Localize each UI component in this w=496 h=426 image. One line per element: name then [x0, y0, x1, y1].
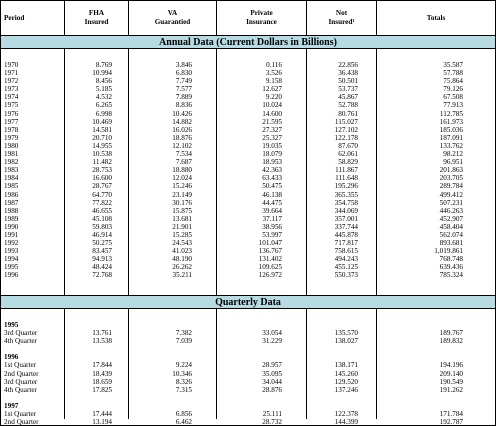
annual-cell-fha: 50.275 [92, 239, 112, 248]
annual-cell-fha: 14.955 [92, 141, 112, 150]
annual-cell-period: 1990 [4, 222, 19, 231]
group-spacer [217, 394, 306, 402]
annual-cell-total: 96.951 [443, 158, 463, 167]
quarterly-cell-period: 3rd Quarter [4, 329, 38, 338]
annual-cell-private: 9.158 [265, 77, 282, 86]
quarterly-cell-period: 3rd Quarter [4, 377, 38, 386]
annual-cell-not_insured: 53.737 [338, 85, 358, 94]
annual-cell-period: 1977 [4, 117, 19, 126]
annual-cell-fha: 14.581 [92, 125, 112, 134]
annual-cell-va: 7.889 [175, 93, 192, 102]
annual-cell-private: 136.767 [258, 247, 282, 256]
annual-cell-not_insured: 365.355 [334, 190, 358, 199]
annual-cell-private: 10.024 [262, 101, 282, 110]
annual-cell-fha: 59.803 [92, 222, 112, 231]
annual-cell-not_insured: 111.867 [335, 166, 358, 175]
annual-cell-total: 1,019.861 [434, 247, 463, 256]
quarterly-cell-private: 25.111 [262, 410, 282, 419]
annual-cell-fha: 8.769 [95, 61, 112, 69]
annual-cell-va: 10.426 [172, 109, 192, 118]
annual-cell-private: 14.600 [262, 109, 282, 118]
annual-cell-fha: 11.482 [92, 158, 112, 167]
annual-cell-fha: 28.753 [92, 166, 112, 175]
annual-cell-private: 63.433 [262, 174, 282, 183]
group-spacer [129, 345, 216, 353]
annual-cell-total: 639.436 [439, 263, 463, 272]
annual-cell-total: 499.412 [439, 190, 463, 199]
quarterly-cell-not_insured: 138.027 [334, 337, 358, 346]
annual-cell-period: 1978 [4, 125, 19, 134]
quarterly-va-column [129, 309, 217, 426]
annual-cell-fha: 4.532 [95, 93, 112, 102]
annual-cell-period: 1972 [4, 77, 19, 86]
annual-cell-private: 21.595 [262, 117, 282, 126]
annual-cell-fha: 10.538 [92, 150, 112, 159]
annual-cell-not_insured: 354.758 [334, 198, 358, 207]
annual-cell-not_insured: 115.027 [334, 117, 358, 126]
quarterly-cell-private: 34.044 [262, 377, 282, 386]
annual-cell-total: 67.508 [443, 93, 463, 102]
annual-cell-not_insured: 758.615 [334, 247, 358, 256]
annual-cell-not_insured: 87.670 [338, 141, 358, 150]
annual-cell-total: 57.788 [443, 69, 463, 78]
annual-cell-va: 15.246 [172, 182, 192, 191]
annual-cell-fha: 6.265 [95, 101, 112, 110]
annual-cell-fha: 77.822 [92, 198, 112, 207]
quarterly-cell-not_insured: 137.246 [334, 385, 358, 394]
annual-cell-fha: 45.108 [92, 214, 112, 223]
annual-cell-total: 446.263 [439, 206, 463, 215]
annual-cell-not_insured: 357.001 [334, 214, 358, 223]
annual-cell-private: 3.526 [265, 69, 282, 78]
quarter-year-spacer [129, 353, 216, 361]
annual-cell-private: 18.953 [262, 158, 282, 167]
quarterly-cell-fha: 13.194 [92, 418, 112, 426]
annual-fha-column [65, 49, 129, 295]
quarterly-cell-va: 6.462 [175, 418, 192, 426]
group-spacer [307, 394, 376, 402]
quarterly-cell-period: 1st Quarter [4, 410, 37, 419]
annual-cell-total: 77.913 [443, 101, 463, 110]
quarter-year-label: 1996 [4, 353, 19, 362]
quarterly-cell-private: 28.732 [262, 418, 282, 426]
group-spacer [129, 394, 216, 402]
annual-cell-total: 35.587 [443, 61, 463, 69]
annual-va-column [129, 49, 217, 295]
annual-cell-private: 12.627 [262, 85, 282, 94]
annual-cell-va: 7.687 [175, 158, 192, 167]
quarterly-not-insured-column [307, 309, 377, 426]
annual-section-title: Annual Data (Current Dollars in Billions) [1, 36, 495, 49]
annual-cell-period: 1993 [4, 247, 19, 256]
quarterly-fha-column [65, 309, 129, 426]
annual-cell-private: 39.664 [262, 206, 282, 215]
annual-cell-va: 18.876 [172, 133, 192, 142]
group-spacer [1, 394, 64, 402]
annual-cell-fha: 8.456 [95, 77, 112, 86]
annual-cell-total: 289.784 [439, 182, 463, 191]
quarterly-cell-total: 191.262 [439, 385, 463, 394]
quarter-year-spacer [307, 402, 376, 410]
annual-cell-period: 1988 [4, 206, 19, 215]
quarterly-cell-va: 9.224 [175, 361, 192, 370]
annual-cell-period: 1973 [4, 85, 19, 94]
annual-cell-fha: 83.457 [92, 247, 112, 256]
quarterly-cell-total: 192.787 [439, 418, 463, 426]
header-period: Period [1, 1, 65, 35]
annual-cell-total: 768.748 [439, 255, 463, 264]
annual-cell-total: 98.212 [443, 150, 463, 159]
quarterly-cell-total: 194.196 [439, 361, 463, 370]
group-spacer [65, 345, 128, 353]
quarter-year-spacer [65, 321, 128, 329]
annual-cell-total: 785.324 [439, 271, 463, 280]
quarterly-cell-not_insured: 145.260 [334, 369, 358, 378]
header-not-insured: Not Insured¹ [307, 1, 377, 35]
annual-cell-va: 3.846 [175, 61, 192, 69]
annual-cell-period: 1980 [4, 141, 19, 150]
group-spacer [1, 345, 64, 353]
annual-cell-not_insured: 455.125 [334, 263, 358, 272]
annual-cell-total: 161.973 [439, 117, 463, 126]
annual-cell-not_insured: 550.373 [334, 271, 358, 280]
annual-cell-total: 79.126 [443, 85, 463, 94]
annual-cell-total: 507.231 [439, 198, 463, 207]
annual-cell-va: 30.176 [172, 198, 192, 207]
quarterly-cell-not_insured: 138.171 [334, 361, 358, 370]
annual-cell-private: 101.047 [258, 239, 282, 248]
annual-cell-not_insured: 45.867 [338, 93, 358, 102]
annual-cell-period: 1985 [4, 182, 19, 191]
annual-cell-va: 26.262 [172, 263, 192, 272]
quarterly-cell-fha: 17.844 [92, 361, 112, 370]
annual-cell-private: 46.138 [262, 190, 282, 199]
quarter-year-spacer [377, 353, 495, 361]
quarter-year-spacer [65, 353, 128, 361]
annual-cell-va: 7.577 [175, 85, 192, 94]
quarter-year-spacer [129, 402, 216, 410]
annual-cell-fha: 48.424 [92, 263, 112, 272]
quarterly-cell-not_insured: 144.399 [334, 418, 358, 426]
quarter-year-spacer [129, 321, 216, 329]
quarterly-cell-private: 28.957 [262, 361, 282, 370]
annual-cell-private: 42.363 [262, 166, 282, 175]
annual-cell-private: 126.972 [258, 271, 282, 280]
annual-cell-va: 41.023 [172, 247, 192, 256]
annual-cell-va: 8.836 [175, 101, 192, 110]
annual-cell-not_insured: 80.761 [338, 109, 358, 118]
annual-cell-private: 44.475 [262, 198, 282, 207]
annual-cell-va: 18.880 [172, 166, 192, 175]
annual-cell-va: 7.749 [175, 77, 192, 86]
annual-cell-va: 13.681 [172, 214, 192, 223]
quarterly-cell-private: 33.054 [262, 329, 282, 338]
group-spacer [65, 394, 128, 402]
quarter-year-spacer [307, 353, 376, 361]
annual-cell-fha: 64.770 [92, 190, 112, 199]
annual-cell-fha: 46.655 [92, 206, 112, 215]
annual-cell-fha: 16.600 [92, 174, 112, 183]
group-spacer [377, 345, 495, 353]
annual-cell-total: 187.091 [439, 133, 463, 142]
annual-cell-not_insured: 195.296 [334, 182, 358, 191]
annual-cell-period: 1995 [4, 263, 19, 272]
annual-private-column [217, 49, 307, 295]
annual-cell-total: 203.705 [439, 174, 463, 183]
annual-cell-not_insured: 50.501 [338, 77, 358, 86]
annual-cell-va: 7.534 [175, 150, 192, 159]
annual-cell-not_insured: 52.788 [338, 101, 358, 110]
annual-cell-private: 37.117 [262, 214, 282, 223]
quarterly-cell-not_insured: 135.570 [334, 329, 358, 338]
annual-cell-period: 1981 [4, 150, 19, 159]
annual-cell-fha: 10.469 [92, 117, 112, 126]
annual-period-column [1, 49, 65, 295]
annual-cell-private: 109.625 [258, 263, 282, 272]
quarterly-cell-fha: 13.761 [92, 329, 112, 338]
quarterly-cell-private: 35.095 [262, 369, 282, 378]
quarterly-cell-fha: 17.825 [92, 385, 112, 394]
annual-cell-va: 24.543 [172, 239, 192, 248]
annual-cell-period: 1989 [4, 214, 19, 223]
annual-cell-va: 6.830 [175, 69, 192, 78]
quarterly-cell-fha: 18.439 [92, 369, 112, 378]
header-totals: Totals [426, 13, 446, 22]
quarter-year-spacer [65, 402, 128, 410]
annual-cell-not_insured: 58.829 [338, 158, 358, 167]
quarterly-cell-period: 2nd Quarter [4, 418, 39, 426]
annual-cell-private: 25.327 [262, 133, 282, 142]
table-header [1, 1, 495, 36]
quarter-year-spacer [217, 402, 306, 410]
quarterly-cell-va: 7.315 [175, 385, 192, 394]
annual-cell-fha: 10.994 [92, 69, 112, 78]
annual-cell-va: 15.875 [172, 206, 192, 215]
quarterly-cell-va: 7.039 [175, 337, 192, 346]
annual-cell-period: 1976 [4, 109, 19, 118]
header-va-guarantied: VA Guarantied [129, 1, 217, 35]
quarterly-data-body [1, 309, 495, 426]
group-spacer [377, 394, 495, 402]
annual-cell-va: 23.149 [172, 190, 192, 199]
annual-cell-period: 1974 [4, 93, 19, 102]
annual-cell-fha: 6.998 [95, 109, 112, 118]
quarterly-period-column [1, 309, 65, 426]
annual-cell-fha: 46.914 [92, 230, 112, 239]
annual-cell-fha: 28.767 [92, 182, 112, 191]
annual-cell-private: 50.475 [262, 182, 282, 191]
quarterly-cell-total: 171.784 [439, 410, 463, 419]
annual-cell-va: 12.024 [172, 174, 192, 183]
quarterly-cell-va: 7.382 [175, 329, 192, 338]
annual-cell-not_insured: 717.817 [334, 239, 358, 248]
quarterly-cell-va: 8.326 [175, 377, 192, 386]
quarterly-cell-not_insured: 129.520 [334, 377, 358, 386]
quarterly-cell-va: 10.346 [172, 369, 192, 378]
annual-cell-private: 0.116 [266, 61, 282, 69]
annual-cell-private: 131.402 [258, 255, 282, 264]
annual-cell-not_insured: 122.178 [334, 133, 358, 142]
annual-cell-total: 452.907 [439, 214, 463, 223]
annual-cell-period: 1994 [4, 255, 19, 264]
annual-cell-not_insured: 337.744 [334, 222, 358, 231]
quarter-year-spacer [217, 353, 306, 361]
quarter-year-spacer [377, 321, 495, 329]
annual-cell-not_insured: 127.102 [334, 125, 358, 134]
annual-not-insured-column [307, 49, 377, 295]
quarterly-cell-fha: 13.538 [92, 337, 112, 346]
annual-cell-total: 893.681 [439, 239, 463, 248]
quarter-year-label: 1997 [4, 401, 19, 410]
annual-cell-period: 1986 [4, 190, 19, 199]
annual-cell-fha: 72.768 [92, 271, 112, 280]
annual-cell-not_insured: 62.061 [338, 150, 358, 159]
quarter-year-spacer [377, 402, 495, 410]
annual-cell-private: 9.220 [265, 93, 282, 102]
annual-cell-private: 19.035 [262, 141, 282, 150]
annual-totals-column [377, 49, 495, 295]
group-spacer [307, 345, 376, 353]
annual-cell-va: 48.190 [172, 255, 192, 264]
annual-cell-va: 35.211 [172, 271, 192, 280]
quarterly-totals-column [377, 309, 495, 426]
annual-cell-period: 1996 [4, 271, 19, 280]
quarterly-cell-period: 4th Quarter [4, 385, 37, 394]
quarterly-cell-fha: 18.659 [92, 377, 112, 386]
annual-cell-period: 1971 [4, 69, 19, 78]
annual-cell-private: 53.997 [262, 230, 282, 239]
quarterly-cell-not_insured: 122.378 [334, 410, 358, 419]
annual-cell-period: 1987 [4, 198, 19, 207]
annual-cell-period: 1992 [4, 239, 19, 248]
annual-cell-fha: 94.913 [92, 255, 112, 264]
annual-cell-not_insured: 22.856 [338, 61, 358, 69]
annual-cell-va: 12.102 [172, 141, 192, 150]
annual-cell-total: 112.785 [439, 109, 463, 118]
annual-cell-private: 18.079 [262, 150, 282, 159]
annual-cell-total: 185.036 [439, 125, 463, 134]
annual-cell-va: 21.901 [172, 222, 192, 231]
annual-cell-not_insured: 36.438 [338, 69, 358, 78]
quarterly-private-column [217, 309, 307, 426]
quarterly-cell-fha: 17.444 [92, 410, 112, 419]
annual-cell-period: 1970 [4, 61, 19, 69]
quarterly-cell-period: 2nd Quarter [4, 369, 39, 378]
quarter-year-label: 1995 [4, 321, 19, 329]
annual-cell-va: 14.882 [172, 117, 192, 126]
annual-cell-private: 27.327 [262, 125, 282, 134]
quarterly-cell-private: 28.876 [262, 385, 282, 394]
annual-cell-fha: 5.185 [95, 85, 112, 94]
annual-cell-total: 201.863 [439, 166, 463, 175]
annual-cell-period: 1979 [4, 133, 19, 142]
annual-cell-fha: 20.710 [92, 133, 112, 142]
annual-cell-period: 1983 [4, 166, 19, 175]
annual-cell-not_insured: 445.878 [334, 230, 358, 239]
annual-cell-total: 75.864 [443, 77, 463, 86]
annual-cell-total: 562.074 [439, 230, 463, 239]
header-fha-insured: FHA Insured [65, 1, 129, 35]
quarterly-cell-total: 189.832 [439, 337, 463, 346]
annual-cell-not_insured: 494.243 [334, 255, 358, 264]
header-private-insurance: Private Insurance [217, 1, 307, 35]
annual-cell-va: 15.285 [172, 230, 192, 239]
quarterly-cell-period: 1st Quarter [4, 361, 37, 370]
annual-cell-private: 38.956 [262, 222, 282, 231]
annual-cell-total: 458.404 [439, 222, 463, 231]
quarterly-cell-period: 4th Quarter [4, 337, 37, 346]
annual-cell-period: 1991 [4, 230, 19, 239]
annual-cell-not_insured: 344.069 [334, 206, 358, 215]
group-spacer [217, 345, 306, 353]
quarterly-cell-total: 190.549 [439, 377, 463, 386]
annual-cell-period: 1984 [4, 174, 19, 183]
annual-cell-not_insured: 111.648 [335, 174, 358, 183]
annual-cell-va: 16.026 [172, 125, 192, 134]
annual-cell-total: 133.762 [439, 141, 463, 150]
annual-cell-period: 1982 [4, 158, 19, 167]
annual-cell-period: 1975 [4, 101, 19, 110]
quarter-year-spacer [307, 321, 376, 329]
quarterly-cell-private: 31.229 [262, 337, 282, 346]
quarterly-section-title: Quarterly Data [1, 295, 495, 309]
quarterly-cell-va: 6.856 [175, 410, 192, 419]
quarter-year-spacer [217, 321, 306, 329]
quarterly-cell-total: 189.767 [439, 329, 463, 338]
annual-data-body [1, 49, 495, 295]
quarterly-cell-total: 209.140 [439, 369, 463, 378]
